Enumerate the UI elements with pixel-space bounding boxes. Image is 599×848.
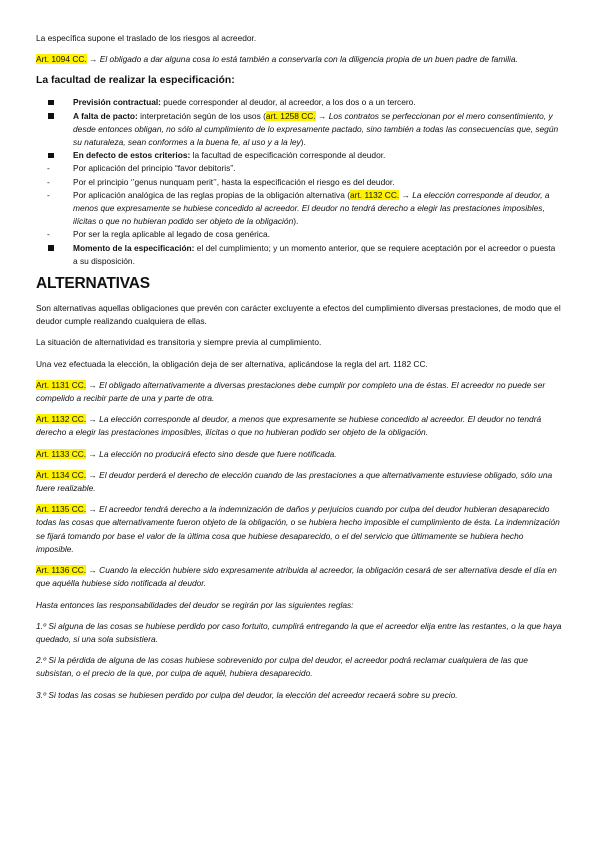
arrow-icon: →	[88, 448, 97, 459]
list-item	[36, 110, 562, 150]
list-item	[36, 242, 562, 268]
list-item	[36, 96, 562, 109]
alternativas-heading: ALTERNATIVAS	[36, 275, 150, 293]
item-text: Por el principio ‘’genus nunquam perit’’, hasta la especificación el riesgo es del deudor.	[73, 176, 395, 187]
arrow-icon: →	[401, 189, 410, 200]
item-text: puede corresponder al deudor, al acreedor, a los dos o a un tercero.	[163, 97, 416, 108]
square-bullet-icon	[48, 113, 54, 119]
item-text-end: ).	[293, 216, 299, 227]
article-1134	[36, 469, 562, 495]
rule-1: 1.º Si alguna de las cosas se hubiese perdido por caso fortuito, cumplirá entregando la que el acreedor elija entre las restantes, o la que haya quedado, si una sola subsistiera.	[36, 620, 562, 644]
list-item	[36, 228, 562, 241]
item-text: la facultad de especificación corresponde al deudor.	[192, 150, 386, 161]
dash-bullet: -	[47, 176, 50, 187]
square-bullet-icon	[48, 100, 54, 106]
article-1135	[36, 503, 562, 556]
especificacion-list	[36, 96, 562, 268]
article-1131	[36, 379, 562, 405]
list-item	[36, 149, 562, 162]
article-ref: art. 1258 CC.	[265, 110, 316, 121]
article-text: La elección no producirá efecto sino desde que fuere notificada.	[99, 448, 337, 459]
dash-bullet: -	[47, 163, 50, 174]
square-bullet-icon	[48, 245, 54, 251]
alternativas-paragraph-2: La situación de alternatividad es transitoria y siempre previa al cumplimiento.	[36, 337, 322, 348]
article-1136	[36, 564, 562, 590]
intro-paragraph: La específica supone el traslado de los riesgos al acreedor.	[36, 33, 257, 43]
arrow-icon: →	[89, 54, 98, 65]
article-ref: Art. 1131 CC.	[36, 379, 87, 390]
rule-2: 2.º Si la pérdida de alguna de las cosas hubiese sobrevenido por culpa del deudor, el acreedor podrá reclamar cualquiera de las que subsistan, o el precio de la que, por culpa de aquél, hubiera desaparecido.	[36, 655, 528, 679]
article-text: Cuando la elección hubiere sido expresamente atribuida al acreedor, la obligación cesará de ser alternativa desde el día en que aquélla hubiese sido notificada al deudor.	[36, 565, 557, 589]
arrow-icon: →	[88, 469, 97, 480]
article-1094	[36, 53, 562, 66]
list-item	[36, 162, 562, 175]
alternativas-paragraph-1: Son alternativas aquellas obligaciones que prevén con carácter excluyente a efectos del cumplimiento diversas prestaciones, de modo que el deudor cumple realizando cualquiera de ellas.	[36, 303, 561, 327]
item-label: En defecto de estos criterios:	[73, 150, 191, 161]
arrow-icon: →	[318, 110, 327, 121]
article-ref: Art. 1094 CC.	[36, 54, 87, 65]
list-item	[36, 176, 562, 189]
item-label: Momento de la especificación:	[73, 242, 195, 253]
article-1132	[36, 413, 562, 439]
rules-intro: Hasta entonces las responsabilidades del deudor se regirán por las siguientes reglas:	[36, 599, 354, 610]
item-text-end: ).	[300, 137, 306, 148]
alternativas-paragraph-3: Una vez efectuada la elección, la obligación deja de ser alternativa, aplicándose la regla del art. 1182 CC.	[36, 358, 428, 369]
arrow-icon: →	[88, 414, 97, 425]
item-quote: Los contratos se perfeccionan por el mero consentimiento, y desde entonces obligan, no sólo al cumplimiento de lo expresamente pactado, sino también a todas las consecuencias que, según su naturaleza, sean conformes a la buena fe, al uso y a la ley	[73, 110, 559, 148]
document-page	[36, 32, 562, 710]
item-label: Previsión contractual:	[73, 97, 161, 108]
item-quote: La elección corresponde al deudor, a menos que expresamente se hubiese concedido al acreedor. El deudor no tendrá derecho a elegir las prestaciones imposibles, ilícitas o que no hubieran podido ser objeto de la obligación	[73, 189, 550, 227]
arrow-icon: →	[88, 565, 97, 576]
dash-bullet: -	[47, 189, 50, 200]
article-text: El obligado a dar alguna cosa lo está también a conservarla con la diligencia propia de un buen padre de familia.	[99, 54, 518, 65]
item-text: Por aplicación del principio “favor debitoris”.	[73, 163, 236, 174]
facultad-heading: La facultad de realizar la especificación:	[36, 75, 235, 87]
item-label: A falta de pacto:	[73, 110, 138, 121]
article-ref: Art. 1133 CC.	[36, 448, 87, 459]
item-text: el del cumplimiento; y un momento anterior, que se requiere aceptación por el acreedor o puesta a su disposición.	[73, 242, 556, 266]
item-text: Por aplicación analógica de las reglas propias de la obligación alternativa (	[73, 189, 351, 200]
arrow-icon: →	[88, 379, 97, 390]
arrow-icon: →	[88, 504, 97, 515]
article-ref: Art. 1134 CC.	[36, 469, 87, 480]
article-ref: Art. 1132 CC.	[36, 414, 87, 425]
article-text: La elección corresponde al deudor, a menos que expresamente se hubiese concedido al acreedor. El deudor no tendrá derecho a elegir las prestaciones imposibles, ilícitas o que no hubieran podido ser objeto de la obligación.	[36, 414, 542, 438]
article-text: El obligado alternativamente a diversas prestaciones debe cumplir por completo una de éstas. El acreedor no puede ser compelido a recibir parte de una y parte de otra.	[36, 379, 546, 404]
article-text: El acreedor tendrá derecho a la indemnización de daños y perjuicios cuando por culpa del deudor hubieran desaparecido todas las cosas que alternativamente fueron objeto de la obligación, o se hubiera hecho imposible el cumplimiento de ésta. La indemnización se fijará tomando por base el valor de la última cosa que hubiese desaparecido, o el del servicio que últimamente se hubiera hecho imposible.	[36, 504, 560, 554]
article-ref: Art. 1135 CC.	[36, 504, 87, 515]
article-ref: art. 1132 CC.	[350, 189, 400, 200]
article-ref: Art. 1136 CC.	[36, 565, 87, 576]
item-text: interpretación según de los usos (	[140, 110, 266, 121]
article-text: El deudor perderá el derecho de elección cuando de las prestaciones a que alternativamente estuviese obligado, sólo una fuere realizable.	[36, 469, 553, 494]
list-item	[36, 189, 562, 229]
article-1133	[36, 448, 562, 461]
rule-3: 3.º Si todas las cosas se hubiesen perdido por culpa del deudor, la elección del acreedor recaerá sobre su precio.	[36, 689, 458, 700]
item-text: Por ser la regla aplicable al legado de cosa genérica.	[73, 229, 270, 240]
dash-bullet: -	[47, 229, 50, 240]
square-bullet-icon	[48, 153, 54, 159]
